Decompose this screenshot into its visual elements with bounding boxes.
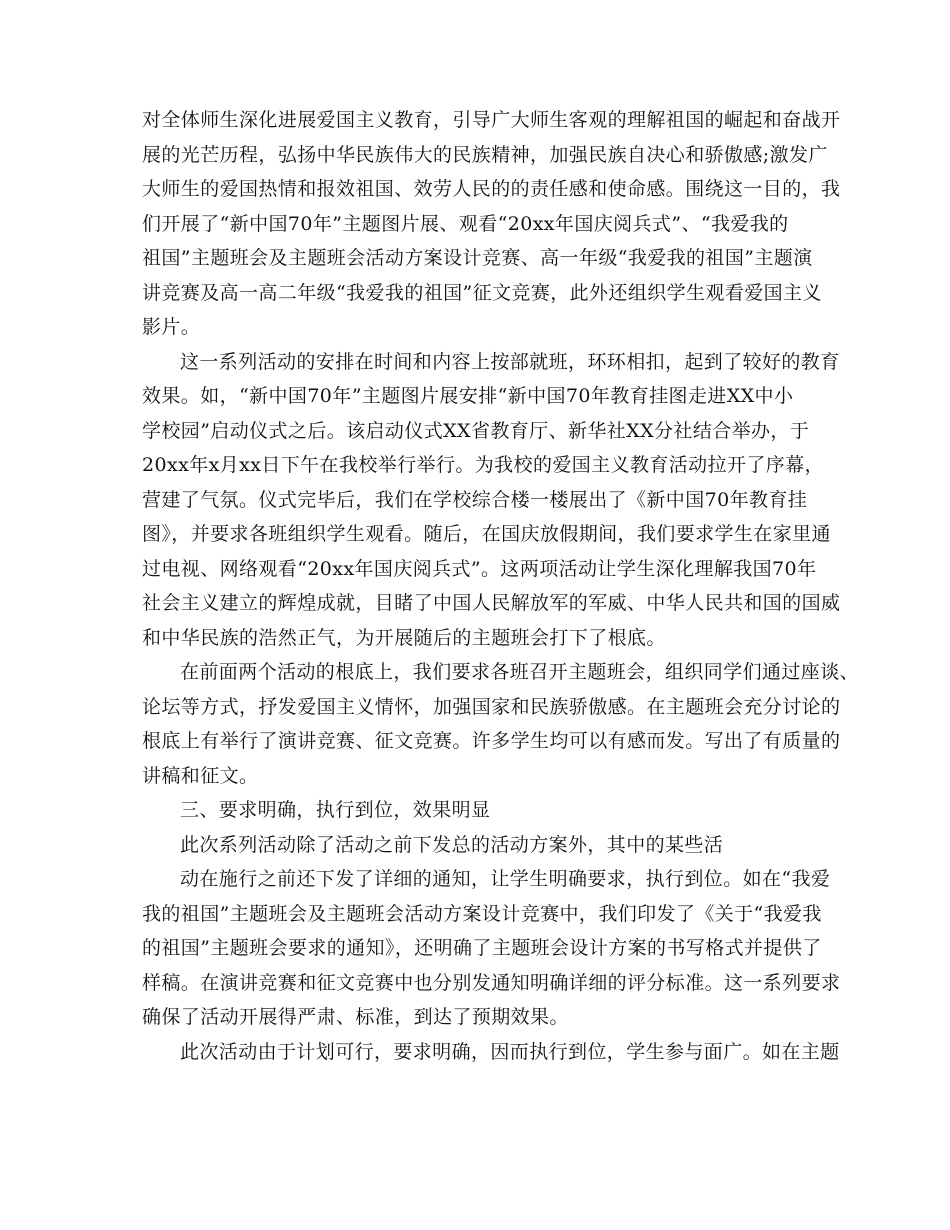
text-line: 图》，并要求各班组织学生观看。随后，在国庆放假期间，我们要求学生在家里通 <box>142 523 831 545</box>
text-line: 论坛等方式，抒发爱国主义情怀，加强国家和民族骄傲感。在主题班会充分讨论的 <box>142 695 841 718</box>
text-line: 样稿。在演讲竞赛和征文竞赛中也分别发通知明确详细的评分标准。这一系列要求 <box>142 971 841 994</box>
text-line: 在前面两个活动的根底上，我们要求各班召开主题班会，组织同学们通过座谈、 <box>180 661 860 683</box>
text-line: 们开展了“新中国70年”主题图片展、观看“20xx年国庆阅兵式”、“我爱我的 <box>142 212 789 235</box>
text-line: 对全体师生深化进展爱国主义教育，引导广大师生客观的理解祖国的崛起和奋战开 <box>142 109 841 131</box>
text-line: 根底上有举行了演讲竞赛、征文竞赛。许多学生均可以有感而发。写出了有质量的 <box>142 730 841 752</box>
text-line: 此次活动由于计划可行，要求明确，因而执行到位，学生参与面广。如在主题 <box>180 1040 840 1063</box>
text-line: 社会主义建立的辉煌成就，目睹了中国人民解放军的军威、中华人民共和国的国威 <box>142 592 841 614</box>
text-line: 学校园”启动仪式之后。该启动仪式XX省教育厅、新华社XX分社结合举办，于 <box>142 419 810 442</box>
text-line: 的祖国”主题班会要求的通知》，还明确了主题班会设计方案的书写格式并提供了 <box>142 937 822 959</box>
text-line: 这一系列活动的安排在时间和内容上按部就班，环环相扣，起到了较好的教育 <box>180 350 840 373</box>
text-line: 营建了气氛。仪式完毕后，我们在学校综合楼一楼展出了《新中国70年教育挂 <box>142 488 808 511</box>
text-line: 过电视、网络观看“20xx年国庆阅兵式”。这两项活动让学生深化理解我国70年 <box>142 557 817 580</box>
document-body <box>142 103 860 1069</box>
text-line: 确保了活动开展得严肃、标准，到达了预期效果。 <box>142 1006 569 1028</box>
text-line: 和中华民族的浩然正气，为开展随后的主题班会打下了根底。 <box>142 626 666 649</box>
text-line: 动在施行之前还下发了详细的通知，让学生明确要求，执行到位。如在“我爱 <box>180 868 831 890</box>
text-line: 影片。 <box>142 316 201 338</box>
text-line: 讲竞赛及高一高二年级“我爱我的祖国”征文竞赛，此外还组织学生观看爱国主义 <box>142 281 822 304</box>
text-line: 我的祖国”主题班会及主题班会活动方案设计竞赛中，我们印发了《关于“我爱我 <box>142 902 822 925</box>
text-line: 此次系列活动除了活动之前下发总的活动方案外，其中的某些活 <box>180 833 724 856</box>
text-line: 大师生的爱国热情和报效祖国、效劳人民的的责任感和使命感。围绕这一目的，我 <box>142 178 841 200</box>
text-line: 讲稿和征文。 <box>142 764 259 787</box>
text-line: 三、要求明确，执行到位，效果明显 <box>180 799 491 821</box>
text-line: 展的光芒历程，弘扬中华民族伟大的民族精神，加强民族自决心和骄傲感;激发广 <box>142 143 828 166</box>
text-line: 20xx年x月xx日下午在我校举行举行。为我校的爱国主义教育活动拉开了序幕， <box>142 454 824 476</box>
text-line: 效果。如，“新中国70年”主题图片展安排“新中国70年教育挂图走进XX中小 <box>142 385 794 407</box>
text-line: 祖国”主题班会及主题班会活动方案设计竞赛、高一年级“我爱我的祖国”主题演 <box>142 247 813 269</box>
